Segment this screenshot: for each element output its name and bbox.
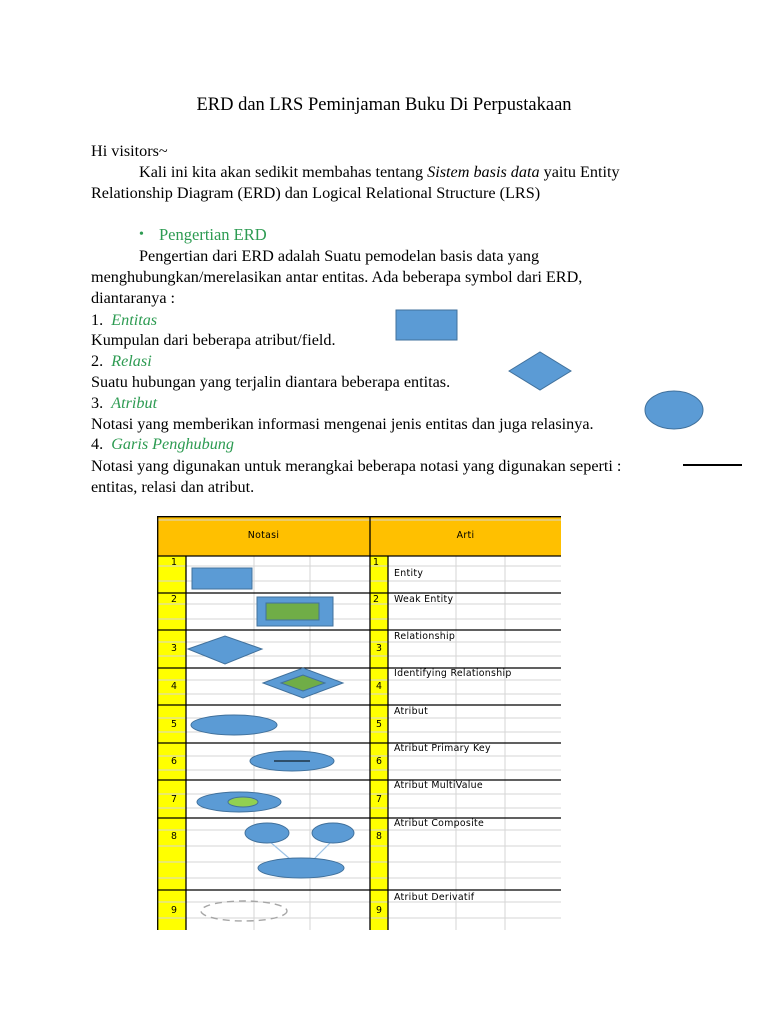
arti-label-3: Relationship: [394, 631, 456, 642]
notasi-num-7: 7: [171, 794, 178, 805]
arti-num-5: 5: [376, 719, 383, 730]
arti-num-8: 8: [376, 831, 383, 842]
notasi-num-9: 9: [171, 905, 178, 916]
entity-rect-icon: [396, 310, 457, 340]
notasi-num-8: 8: [171, 831, 178, 842]
intro-line-2: Relationship Diagram (ERD) dan Logical Relational Structure (LRS): [91, 184, 541, 202]
arti-label-9: Atribut Derivatif: [394, 892, 475, 903]
symbol-1-num: 1.: [91, 311, 104, 329]
section-para-line-3: diantaranya :: [91, 289, 176, 307]
arti-label-8: Atribut Composite: [394, 818, 485, 829]
header-notasi: Notasi: [247, 530, 280, 541]
symbol-4-desc-2: entitas, relasi dan atribut.: [91, 478, 255, 496]
weak-entity-inner-icon: [266, 603, 319, 620]
arti-label-6: Atribut Primary Key: [394, 743, 491, 754]
notasi-num-4: 4: [171, 681, 178, 692]
symbol-4-desc: Notasi yang digunakan untuk merangkai beberapa notasi yang digunakan seperti :: [91, 457, 622, 475]
intro-emphasis: Sistem basis data: [427, 163, 540, 181]
arti-num-4: 4: [376, 681, 383, 692]
symbol-3-num: 3.: [91, 394, 104, 412]
notasi-num-3: 3: [171, 643, 178, 654]
arti-label-7: Atribut MultiValue: [394, 780, 483, 791]
attribute-notation-icon: [191, 715, 277, 735]
intro-text-a: Kali ini kita akan sedikit membahas tentang: [139, 163, 428, 181]
arti-label-1: Entity: [394, 568, 424, 579]
symbol-4-num: 4.: [91, 435, 104, 453]
arti-num-2: 2: [373, 594, 380, 605]
symbol-2-num: 2.: [91, 352, 104, 370]
composite-connector-left: [269, 841, 290, 859]
arti-num-3: 3: [376, 643, 383, 654]
composite-part-left-icon: [245, 823, 289, 843]
symbol-3-desc: Notasi yang memberikan informasi mengenai jenis entitas dan juga relasinya.: [91, 415, 594, 433]
header-arti: Arti: [456, 530, 475, 541]
bullet-icon: •: [139, 227, 144, 242]
intro-text-b: yaitu Entity: [539, 163, 620, 181]
arti-num-1: 1: [373, 557, 380, 568]
notation-table: [157, 516, 561, 930]
composite-main-icon: [258, 858, 344, 878]
table-grid: [157, 516, 561, 930]
arti-num-6: 6: [376, 756, 383, 767]
greeting: Hi visitors~: [91, 142, 168, 160]
arti-num-7: 7: [376, 794, 383, 805]
notasi-num-5: 5: [171, 719, 178, 730]
notasi-num-6: 6: [171, 756, 178, 767]
arti-label-2: Weak Entity: [394, 594, 454, 605]
symbol-2-name: Relasi: [111, 352, 152, 370]
symbol-3-name: Atribut: [111, 394, 158, 412]
arti-label-4: Identifying Relationship: [394, 668, 512, 679]
symbol-1-name: Entitas: [111, 311, 158, 329]
symbol-2-desc: Suatu hubungan yang terjalin diantara beberapa entitas.: [91, 373, 451, 391]
notasi-num-2: 2: [171, 594, 178, 605]
notasi-num-1: 1: [171, 557, 178, 568]
composite-connector-right: [314, 841, 332, 859]
arti-num-9: 9: [376, 905, 383, 916]
symbol-1-desc: Kumpulan dari beberapa atribut/field.: [91, 331, 336, 349]
entity-notation-icon: [192, 568, 252, 589]
multivalue-inner-icon: [228, 797, 258, 807]
composite-part-right-icon: [312, 823, 354, 843]
document-title: ERD dan LRS Peminjaman Buku Di Perpustakaan: [196, 95, 572, 115]
section-para-line-2: menghubungkan/merelasikan antar entitas. Ada beberapa symbol dari ERD,: [91, 268, 583, 286]
symbol-4-name: Garis Penghubung: [111, 435, 234, 453]
relationship-notation-icon: [188, 636, 262, 664]
attribute-ellipse-icon: [645, 391, 703, 429]
arti-label-5: Atribut: [394, 706, 429, 717]
section-heading: Pengertian ERD: [159, 225, 267, 244]
relation-diamond-icon: [509, 352, 571, 390]
section-para-line-1: Pengertian dari ERD adalah Suatu pemodelan basis data yang: [139, 247, 540, 265]
